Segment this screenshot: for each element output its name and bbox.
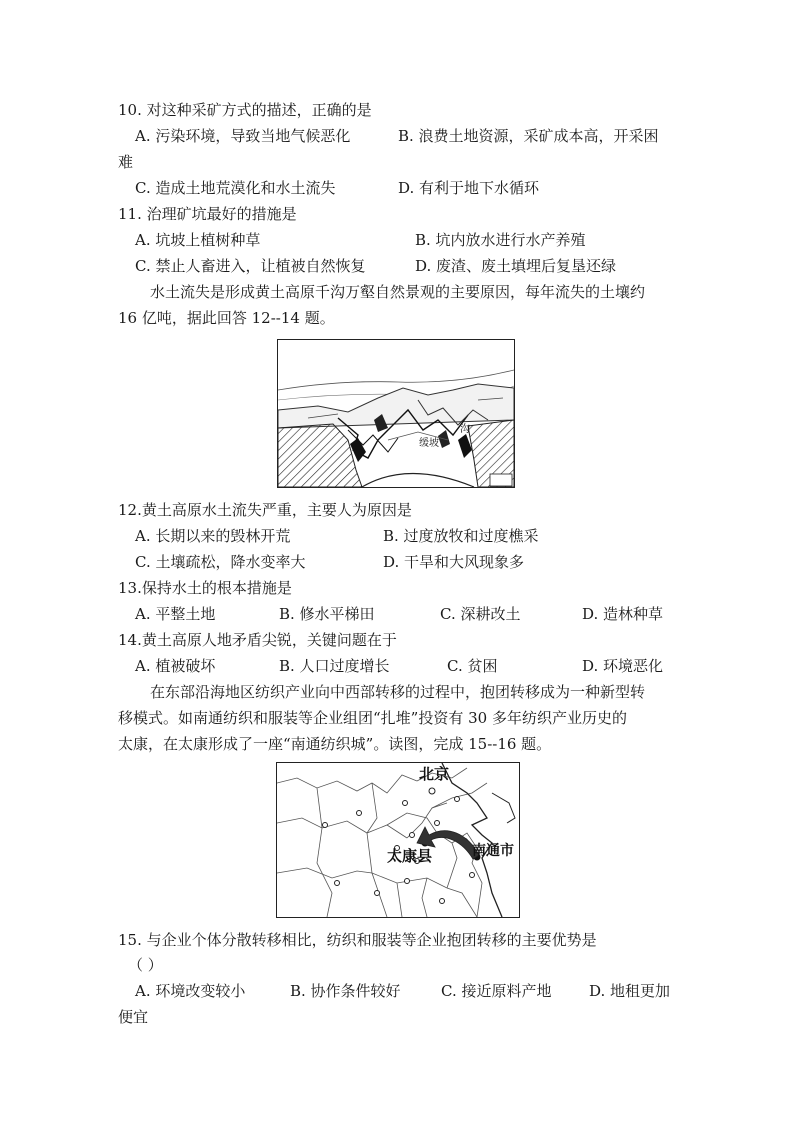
q15-answer-paren: （ ） <box>128 956 163 974</box>
label-gentle-slope: 缓坡 <box>419 438 439 449</box>
intro-12-line2: 16 亿吨，据此回答 12--14 题。 <box>118 309 335 327</box>
q13-stem: 13.保持水土的根本措施是 <box>118 579 292 597</box>
q15-option-c: C. 接近原料产地 <box>441 982 552 1000</box>
q11-stem: 11. 治理矿坑最好的措施是 <box>118 205 297 223</box>
intro-15-line1: 在东部沿海地区纺织产业向中西部转移的过程中，抱团转移成为一种新型转 <box>150 683 646 701</box>
q12-option-b: B. 过度放牧和过度樵采 <box>383 527 539 545</box>
intro-12-line1: 水土流失是形成黄土高原千沟万壑自然景观的主要原因，每年流失的土壤约 <box>150 283 646 301</box>
loess-gully-figure <box>277 339 515 488</box>
q11-option-b: B. 坑内放水进行水产养殖 <box>415 231 586 249</box>
label-taikang: 太康县 <box>387 847 433 865</box>
q12-option-d: D. 干旱和大风现象多 <box>383 553 525 571</box>
q11-option-c: C. 禁止人畜进入，让植被自然恢复 <box>135 257 366 275</box>
q13-option-c: C. 深耕改土 <box>440 605 521 623</box>
q12-option-c: C. 土壤疏松，降水变率大 <box>135 553 306 571</box>
label-beijing: 北京 <box>419 765 450 783</box>
q10-option-b-continuation: 难 <box>118 153 134 171</box>
q13-option-d: D. 造林种草 <box>582 605 664 623</box>
q11-option-d: D. 废渣、废土填埋后复垦还绿 <box>415 257 617 275</box>
q14-option-c: C. 贫困 <box>447 657 498 675</box>
q10-option-b: B. 浪费土地资源，采矿成本高，开采困 <box>398 127 659 145</box>
q13-option-a: A. 平整土地 <box>135 605 216 623</box>
q12-stem: 12.黄土高原水土流失严重，主要人为原因是 <box>118 501 412 519</box>
q14-option-a: A. 植被破坏 <box>135 657 216 675</box>
q14-option-d: D. 环境恶化 <box>582 657 664 675</box>
intro-15-line2: 移模式。如南通纺织和服装等企业组团“扎堆”投资有 30 多年纺织产业历史的 <box>118 709 627 727</box>
textile-transfer-map <box>277 763 519 917</box>
q10-option-d: D. 有利于地下水循环 <box>398 179 540 197</box>
q15-option-b: B. 协作条件较好 <box>290 982 401 1000</box>
q15-option-d-continuation: 便宜 <box>118 1008 149 1026</box>
china-map-figure <box>276 762 520 918</box>
q15-option-d: D. 地租更加 <box>589 982 671 1000</box>
q11-option-a: A. 坑坡上植树种草 <box>135 231 261 249</box>
intro-15-line3: 太康，在太康形成了一座“南通纺织城”。读图，完成 15--16 题。 <box>118 735 552 753</box>
q10-stem: 10. 对这种采矿方式的描述，正确的是 <box>118 101 372 119</box>
q10-option-a: A. 污染环境，导致当地气候恶化 <box>135 127 351 145</box>
q14-option-b: B. 人口过度增长 <box>279 657 390 675</box>
q15-option-a: A. 环境改变较小 <box>135 982 246 1000</box>
q12-option-a: A. 长期以来的毁林开荒 <box>135 527 291 545</box>
loess-gully-sketch <box>278 340 514 487</box>
label-gully: 沟 <box>460 424 470 435</box>
q15-stem: 15. 与企业个体分散转移相比，纺织和服装等企业抱团转移的主要优势是 <box>118 931 597 949</box>
q14-stem: 14.黄土高原人地矛盾尖锐，关键问题在于 <box>118 631 397 649</box>
q13-option-b: B. 修水平梯田 <box>279 605 375 623</box>
q10-option-c: C. 造成土地荒漠化和水土流失 <box>135 179 336 197</box>
label-nantong: 南通市 <box>472 843 514 859</box>
